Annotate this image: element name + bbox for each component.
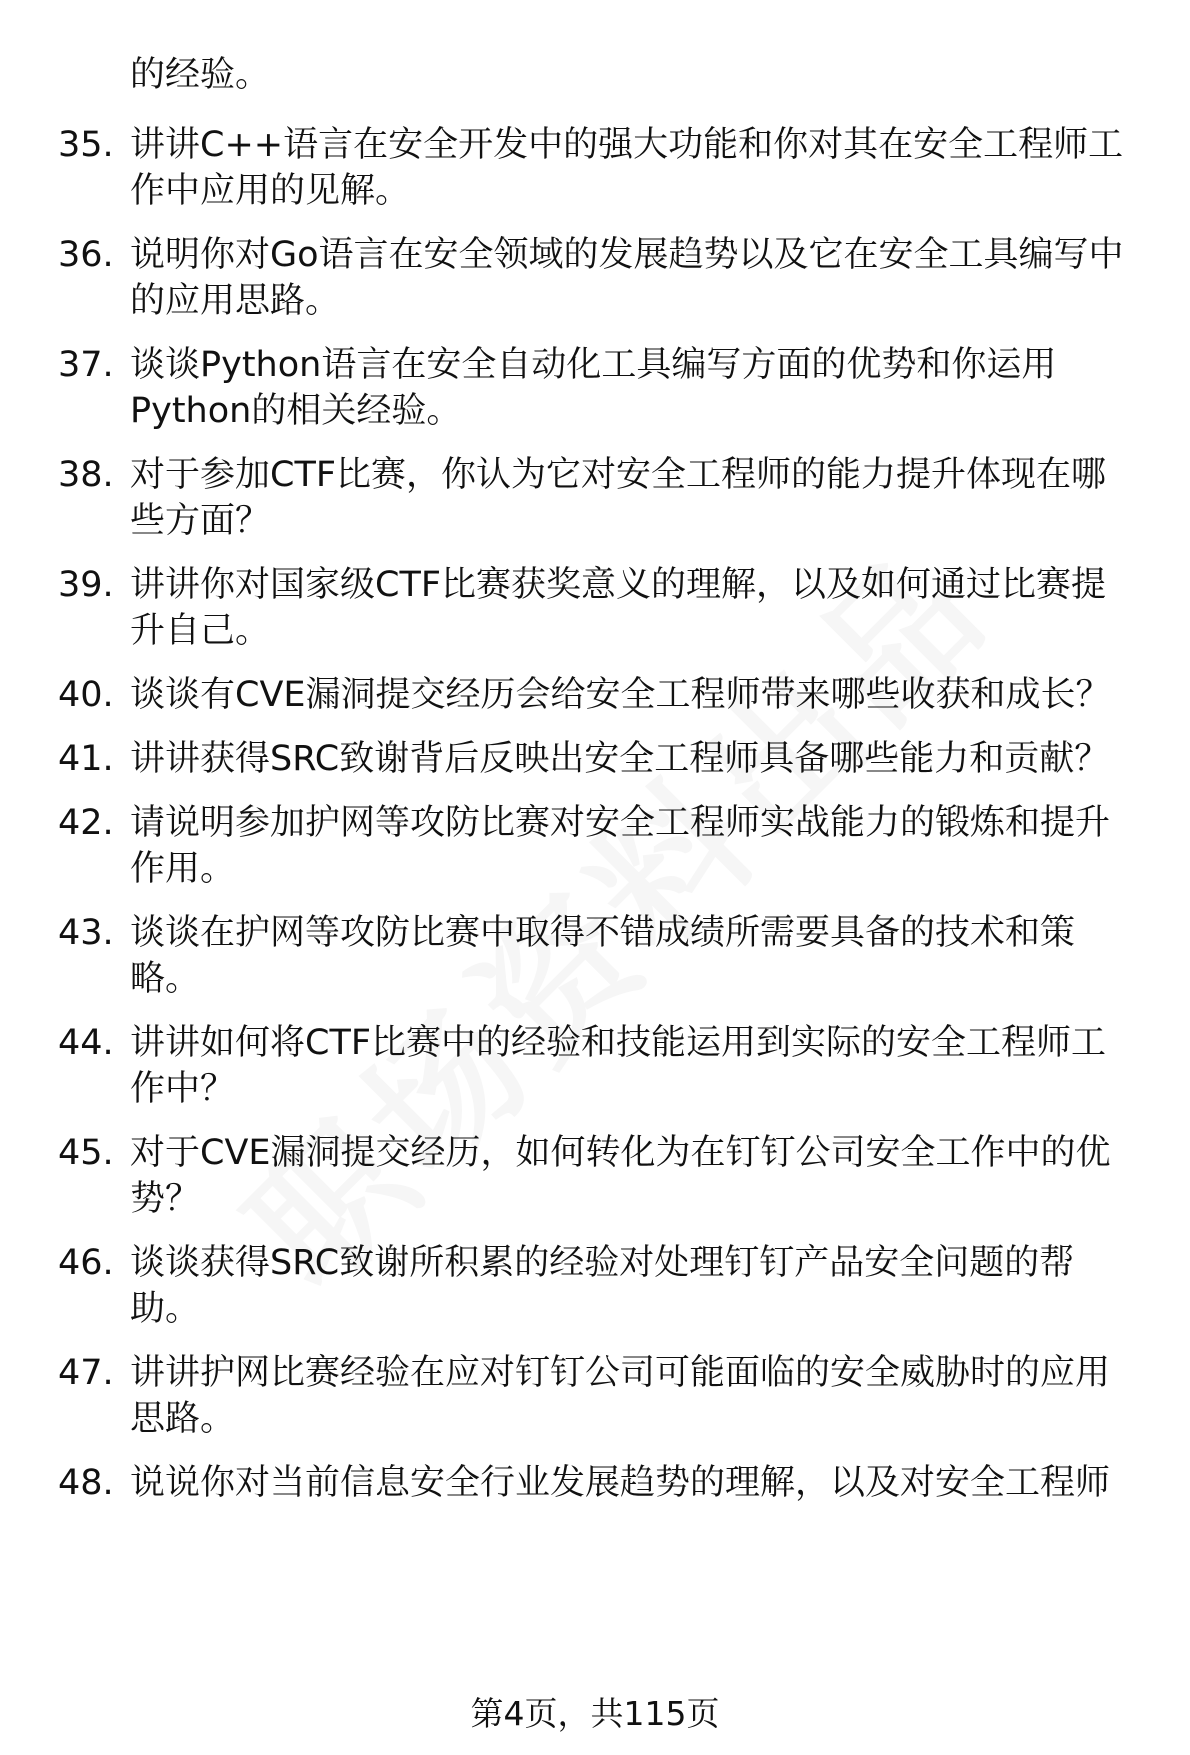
question-text: 对于CVE漏洞提交经历，如何转化为在钉钉公司安全工作中的优 势？ (130, 1133, 1111, 1219)
question-number: 39. (58, 565, 114, 605)
question-text: 谈谈Python语言在安全自动化工具编写方面的优势和你运用 Python的相关经验。 (130, 345, 1057, 431)
question-number: 35. (58, 125, 114, 165)
question-text: 请说明参加护网等攻防比赛对安全工程师实战能力的锻炼和提升 作用。 (130, 803, 1111, 889)
question-text: 谈谈在护网等攻防比赛中取得不错成绩所需要具备的技术和策 略。 (130, 913, 1076, 999)
question-number: 42. (58, 803, 114, 843)
question-number: 38. (58, 455, 114, 495)
question-text: 说说你对当前信息安全行业发展趋势的理解，以及对安全工程师 (130, 1463, 1111, 1503)
question-number: 47. (58, 1353, 114, 1393)
question-number: 48. (58, 1463, 114, 1503)
page-footer: 第4页，共115页 (470, 1694, 720, 1733)
question-text: 说明你对Go语言在安全领域的发展趋势以及它在安全工具编写中 的应用思路。 (130, 235, 1124, 321)
question-text: 对于参加CTF比赛，你认为它对安全工程师的能力提升体现在哪 些方面？ (130, 455, 1106, 541)
question-text: 讲讲获得SRC致谢背后反映出安全工程师具备哪些能力和贡献？ (130, 739, 1110, 779)
question-number: 43. (58, 913, 114, 953)
question-number: 45. (58, 1133, 114, 1173)
question-number: 41. (58, 739, 114, 779)
question-text: 谈谈获得SRC致谢所积累的经验对处理钉钉产品安全问题的帮 助。 (130, 1243, 1075, 1329)
question-number: 46. (58, 1243, 114, 1283)
question-number: 44. (58, 1023, 114, 1063)
question-text: 讲讲如何将CTF比赛中的经验和技能运用到实际的安全工程师工 作中？ (130, 1023, 1106, 1109)
question-text: 谈谈有CVE漏洞提交经历会给安全工程师带来哪些收获和成长？ (130, 675, 1111, 715)
continuation-text: 的经验。 (130, 55, 271, 95)
question-number: 36. (58, 235, 114, 275)
question-number: 40. (58, 675, 114, 715)
question-text: 讲讲C++语言在安全开发中的强大功能和你对其在安全工程师工 作中应用的见解。 (130, 125, 1124, 211)
question-text: 讲讲护网比赛经验在应对钉钉公司可能面临的安全威胁时的应用 思路。 (130, 1353, 1111, 1439)
question-text: 讲讲你对国家级CTF比赛获奖意义的理解，以及如何通过比赛提 升自己。 (130, 565, 1106, 651)
question-number: 37. (58, 345, 114, 385)
